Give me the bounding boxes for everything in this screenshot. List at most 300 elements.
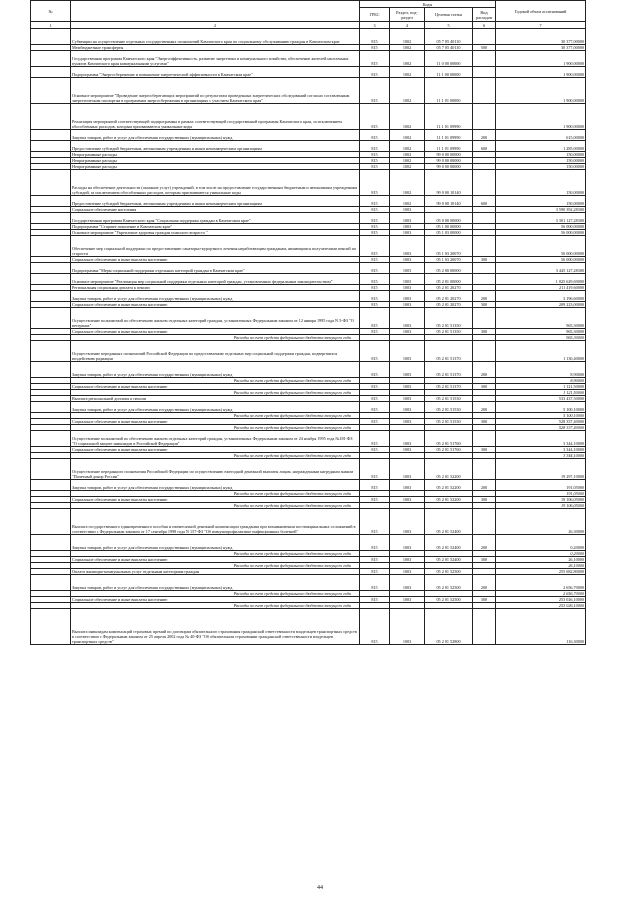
razdel-code: 1003 bbox=[390, 263, 425, 274]
budget-table bbox=[30, 0, 586, 645]
statya-code: 05 2 01 20270 bbox=[425, 285, 473, 291]
row-amount: 150,00000 bbox=[496, 196, 586, 207]
razdel-code: 1002 bbox=[390, 67, 425, 78]
table-row bbox=[31, 509, 586, 535]
num-cell bbox=[31, 170, 71, 196]
table-row bbox=[31, 609, 586, 645]
razdel-code: 1003 bbox=[390, 302, 425, 308]
num-cell bbox=[31, 291, 71, 302]
row-name: Осуществление переданных полномочий Российской Федерации по предоставлению отдельных мер социальной поддержки граждан, подвергшихся воздействию радиации bbox=[71, 341, 360, 362]
grbs-code: 815 bbox=[360, 308, 390, 329]
num-cell bbox=[31, 213, 71, 224]
statya-code: 05 2 01 51530 bbox=[425, 402, 473, 413]
statya-code: 11 1 01 09990 bbox=[425, 130, 473, 141]
grbs-code: 815 bbox=[360, 67, 390, 78]
row-amount: 30 377,00000 bbox=[496, 29, 586, 45]
grbs-code: 815 bbox=[360, 263, 390, 274]
statya-code: 05 2 01 20270 bbox=[425, 291, 473, 302]
table-row bbox=[31, 236, 586, 257]
table-row bbox=[31, 535, 586, 551]
grbs-code: 815 bbox=[360, 459, 390, 480]
row-name: Непрограммные расходы bbox=[71, 152, 360, 158]
row-amount: 533 437,50000 bbox=[496, 396, 586, 402]
row-name: Закупка товаров, работ и услуг для обеспечения государственных (муниципальных) нужд bbox=[71, 480, 360, 491]
table-row bbox=[31, 170, 586, 196]
grbs-code: 815 bbox=[360, 130, 390, 141]
codes-group-header: Коды bbox=[360, 1, 496, 8]
vid-code bbox=[473, 263, 496, 274]
grbs-code: 815 bbox=[360, 236, 390, 257]
grbs-header: ГРБС bbox=[360, 8, 390, 22]
statya-code: 99 0 00 10140 bbox=[425, 196, 473, 207]
note-amount: 965,30000 bbox=[496, 335, 586, 341]
column-numbers-row bbox=[31, 22, 586, 29]
grbs-code: 815 bbox=[360, 196, 390, 207]
razdel-code: 1003 bbox=[390, 362, 425, 378]
razdel-code: 1002 bbox=[390, 130, 425, 141]
vid-code bbox=[473, 236, 496, 257]
razdel-code: 1003 bbox=[390, 257, 425, 263]
row-amount: 211 419,60000 bbox=[496, 285, 586, 291]
razdel-code: 1003 bbox=[390, 291, 425, 302]
row-amount: 56 000,00000 bbox=[496, 257, 586, 263]
vid-code bbox=[473, 274, 496, 285]
table-row bbox=[31, 402, 586, 413]
vid-code: 200 bbox=[473, 402, 496, 413]
vid-code: 200 bbox=[473, 480, 496, 491]
vid-code bbox=[473, 459, 496, 480]
column-number: 4 bbox=[390, 22, 425, 29]
statya-code: 05 2 00 00000 bbox=[425, 263, 473, 274]
num-cell bbox=[31, 509, 71, 535]
vid-code: 300 bbox=[473, 329, 496, 335]
row-name: Закупка товаров, работ и услуг для обеспечения государственных (муниципальных) нужд bbox=[71, 291, 360, 302]
row-amount: 965,30000 bbox=[496, 308, 586, 329]
vid-code: 300 bbox=[473, 302, 496, 308]
row-name: Закупка товаров, работ и услуг для обеспечения государственных (муниципальных) нужд bbox=[71, 402, 360, 413]
table-row bbox=[31, 141, 586, 152]
num-cell bbox=[31, 104, 71, 130]
row-amount: 1 900,00000 bbox=[496, 78, 586, 104]
table-row bbox=[31, 362, 586, 378]
razdel-code: 1003 bbox=[390, 341, 425, 362]
column-number: 5 bbox=[425, 22, 473, 29]
num-cell bbox=[31, 29, 71, 45]
razdel-code: 1003 bbox=[390, 459, 425, 480]
row-amount: 1 900,00000 bbox=[496, 104, 586, 130]
row-name: Государственная программа Камчатского края "Социальная поддержка граждан в Камчатском крае" bbox=[71, 213, 360, 224]
vid-code bbox=[473, 170, 496, 196]
table-row bbox=[31, 341, 586, 362]
num-cell bbox=[31, 609, 71, 645]
row-name: Субвенции на осуществление отдельных государственных полномочий Камчатского края по социальному обслуживанию граждан в Камчатском крае bbox=[71, 29, 360, 45]
row-name: Оплата жилищно-коммунальных услуг отдельным категориям граждан bbox=[71, 569, 360, 575]
table-row bbox=[31, 29, 586, 45]
grbs-code: 815 bbox=[360, 164, 390, 170]
statya-code: 05 2 01 52400 bbox=[425, 557, 473, 563]
table-row bbox=[31, 130, 586, 141]
row-amount: 5 100,10000 bbox=[496, 402, 586, 413]
vid-code: 200 bbox=[473, 130, 496, 141]
razdel-code: 1003 bbox=[390, 213, 425, 224]
vid-code bbox=[473, 308, 496, 329]
razdel-code: 1003 bbox=[390, 509, 425, 535]
num-cell bbox=[31, 130, 71, 141]
row-amount: 19 297,10000 bbox=[496, 459, 586, 480]
razdel-code: 1003 bbox=[390, 230, 425, 236]
vid-code: 300 bbox=[473, 419, 496, 425]
row-amount: 965,30000 bbox=[496, 329, 586, 335]
note-amount: 528 337,40000 bbox=[496, 425, 586, 431]
vid-code: 300 bbox=[473, 384, 496, 390]
row-amount: 56 000,00000 bbox=[496, 236, 586, 257]
grbs-code: 815 bbox=[360, 141, 390, 152]
razdel-code: 1003 bbox=[390, 402, 425, 413]
grbs-code: 815 bbox=[360, 158, 390, 164]
row-name: Непрограммные расходы bbox=[71, 164, 360, 170]
razdel-code: 1003 bbox=[390, 447, 425, 453]
row-amount: 150,00000 bbox=[496, 158, 586, 164]
razdel-code: 1003 bbox=[390, 609, 425, 645]
vid-code bbox=[473, 104, 496, 130]
grbs-code: 815 bbox=[360, 152, 390, 158]
row-amount: 56 000,00000 bbox=[496, 224, 586, 230]
row-amount: 0,20000 bbox=[496, 535, 586, 551]
num-cell bbox=[31, 236, 71, 257]
row-name: Выплата государственного единовременного пособия и ежемесячной денежной компенсации гражданам при возникновении поствакцинальных осложнений в соответствии с Федеральным законом от 17 сентября 1998 года N 157-ФЗ "Об иммунопрофилактике инфекционных болезней" bbox=[71, 509, 360, 535]
vid-code: 600 bbox=[473, 196, 496, 207]
grbs-code: 815 bbox=[360, 557, 390, 563]
grbs-code: 815 bbox=[360, 569, 390, 575]
row-name: Выплата региональной доплаты к пенсии bbox=[71, 396, 360, 402]
razdel-code: 1003 bbox=[390, 308, 425, 329]
statya-header: Целевая статья bbox=[425, 8, 473, 22]
razdel-code: 1003 bbox=[390, 569, 425, 575]
vid-code: 300 bbox=[473, 557, 496, 563]
statya-code: 11 1 01 09990 bbox=[425, 104, 473, 130]
num-cell bbox=[31, 51, 71, 67]
note-label: Расходы за счет средств федерального бюджета текущего года bbox=[71, 591, 360, 597]
note-label: Расходы за счет средств федерального бюджета текущего года bbox=[71, 453, 360, 459]
note-amount: 3 344,10000 bbox=[496, 453, 586, 459]
grbs-code: 815 bbox=[360, 29, 390, 45]
row-amount: 3 445 127,28300 bbox=[496, 263, 586, 274]
note-label: Расходы за счет средств федерального бюджета текущего года bbox=[71, 603, 360, 609]
note-label: Расходы за счет средств федерального бюджета текущего года bbox=[71, 491, 360, 497]
statya-code: 99 0 00 00000 bbox=[425, 158, 473, 164]
row-name: Закупка товаров, работ и услуг для обеспечения государственных (муниципальных) нужд bbox=[71, 575, 360, 591]
column-number: 1 bbox=[31, 22, 71, 29]
razdel-header: Раздел, под-раздел bbox=[390, 8, 425, 22]
row-amount: 116,30000 bbox=[496, 609, 586, 645]
row-name: Подпрограмма "Энергосбережение и повышение энергетической эффективности в Камчатском крае" bbox=[71, 67, 360, 78]
row-name: Обеспечение мер социальной поддержки по предоставлению санаторно-курортного лечения неработающим гражданам, являющимся получателями пенсий по старости bbox=[71, 236, 360, 257]
column-number: 2 bbox=[71, 22, 360, 29]
table-row bbox=[31, 213, 586, 224]
grbs-code: 815 bbox=[360, 329, 390, 335]
statya-code: 11 1 01 00000 bbox=[425, 78, 473, 104]
note-label: Расходы за счет средств федерального бюджета текущего года bbox=[71, 390, 360, 396]
note-label: Расходы за счет средств федерального бюджета текущего года bbox=[71, 413, 360, 419]
statya-code: 05 2 01 51370 bbox=[425, 384, 473, 390]
row-name: Основное мероприятие "Укрепление здоровья граждан пожилого возраста " bbox=[71, 230, 360, 236]
razdel-code: 1003 bbox=[390, 207, 425, 213]
razdel-code: 1003 bbox=[390, 396, 425, 402]
row-amount: 19 106,05000 bbox=[496, 497, 586, 503]
razdel-code: 1002 bbox=[390, 29, 425, 45]
table-row bbox=[31, 104, 586, 130]
vid-code: 200 bbox=[473, 362, 496, 378]
grbs-code: 815 bbox=[360, 384, 390, 390]
razdel-code: 1003 bbox=[390, 557, 425, 563]
row-name: Социальное обеспечение и иные выплаты населению bbox=[71, 302, 360, 308]
row-amount: 1 900,00000 bbox=[496, 67, 586, 78]
vid-code bbox=[473, 509, 496, 535]
statya-code: 05 2 01 20270 bbox=[425, 302, 473, 308]
grbs-code: 815 bbox=[360, 341, 390, 362]
amount-header: Годовой объем ассигнований bbox=[496, 1, 586, 22]
num-cell bbox=[31, 459, 71, 480]
note-label: Расходы за счет средств федерального бюджета текущего года bbox=[71, 378, 360, 384]
grbs-code: 815 bbox=[360, 274, 390, 285]
vid-code: 200 bbox=[473, 535, 496, 551]
statya-code: 05 2 01 51760 bbox=[425, 431, 473, 447]
row-name: Закупка товаров, работ и услуг для обеспечения государственных (муниципальных) нужд bbox=[71, 130, 360, 141]
statya-code: 05 2 01 52500 bbox=[425, 597, 473, 603]
razdel-code: 1003 bbox=[390, 419, 425, 425]
column-number: 7 bbox=[496, 22, 586, 29]
grbs-code: 815 bbox=[360, 509, 390, 535]
grbs-code: 815 bbox=[360, 402, 390, 413]
grbs-code: 815 bbox=[360, 497, 390, 503]
razdel-code: 1002 bbox=[390, 104, 425, 130]
num-cell bbox=[31, 431, 71, 447]
vid-code bbox=[473, 341, 496, 362]
grbs-code: 815 bbox=[360, 302, 390, 308]
row-amount: 26,10000 bbox=[496, 557, 586, 563]
row-amount: 3 344,10000 bbox=[496, 447, 586, 453]
row-amount: 26,30000 bbox=[496, 509, 586, 535]
statya-code: 05 2 01 00000 bbox=[425, 274, 473, 285]
table-header bbox=[31, 1, 586, 29]
grbs-code: 815 bbox=[360, 575, 390, 591]
row-amount: 209 223,00000 bbox=[496, 302, 586, 308]
razdel-code: 1002 bbox=[390, 45, 425, 51]
row-amount: 2 656,70000 bbox=[496, 575, 586, 591]
grbs-code: 815 bbox=[360, 597, 390, 603]
row-name: Социальное обеспечение населения bbox=[71, 207, 360, 213]
row-amount: 3 344,10000 bbox=[496, 431, 586, 447]
vid-code bbox=[473, 609, 496, 645]
razdel-code: 1003 bbox=[390, 329, 425, 335]
statya-code: 05 2 01 52200 bbox=[425, 480, 473, 491]
num-cell bbox=[31, 196, 71, 207]
note-amount: 8,90000 bbox=[496, 378, 586, 384]
row-amount: 1 900,00000 bbox=[496, 51, 586, 67]
grbs-code: 815 bbox=[360, 45, 390, 51]
vid-code: 300 bbox=[473, 497, 496, 503]
statya-code: 05 2 01 51350 bbox=[425, 329, 473, 335]
vid-code: 200 bbox=[473, 291, 496, 302]
statya-code: 05 2 01 52200 bbox=[425, 459, 473, 480]
statya-code: 05 2 01 51370 bbox=[425, 341, 473, 362]
row-name: Подпрограмма "Старшее поколение в Камчатском крае" bbox=[71, 224, 360, 230]
statya-code: 05 2 01 52500 bbox=[425, 569, 473, 575]
razdel-code: 1002 bbox=[390, 78, 425, 104]
row-amount: 150,00000 bbox=[496, 164, 586, 170]
vid-code bbox=[473, 213, 496, 224]
table-row bbox=[31, 575, 586, 591]
row-name: Социальное обеспечение и иные выплаты населению bbox=[71, 597, 360, 603]
grbs-code: 815 bbox=[360, 51, 390, 67]
row-name: Социальное обеспечение и иные выплаты населению bbox=[71, 419, 360, 425]
razdel-code: 1003 bbox=[390, 431, 425, 447]
statya-code: 05 2 01 52800 bbox=[425, 609, 473, 645]
razdel-code: 1003 bbox=[390, 384, 425, 390]
statya-code: 05 7 05 40110 bbox=[425, 45, 473, 51]
statya-code: 05 2 01 51760 bbox=[425, 447, 473, 453]
row-name: Осуществление полномочий по обеспечению жильем отдельных категорий граждан, установленных Федеральным законом от 24 ноября 1995 года №181-ФЗ "О социальной защите инвалидов в Российской Федерации" bbox=[71, 431, 360, 447]
razdel-code: 1003 bbox=[390, 575, 425, 591]
row-name: Предоставление субсидий бюджетным, автономным учреждениям и иным некоммерческим организациям bbox=[71, 141, 360, 152]
statya-code: 05 2 01 52200 bbox=[425, 497, 473, 503]
grbs-code: 815 bbox=[360, 609, 390, 645]
note-label: Расходы за счет средств федерального бюджета текущего года bbox=[71, 335, 360, 341]
note-amount: 19 106,05000 bbox=[496, 503, 586, 509]
statya-code: 05 1 00 00000 bbox=[425, 224, 473, 230]
num-header: № bbox=[31, 1, 71, 22]
grbs-code: 815 bbox=[360, 447, 390, 453]
row-amount: 3 301 127,28300 bbox=[496, 213, 586, 224]
razdel-code: 1003 bbox=[390, 597, 425, 603]
row-name: Региональная социальная доплата к пенсии bbox=[71, 285, 360, 291]
note-amount: 2 656,70000 bbox=[496, 591, 586, 597]
statya-code: 05 2 01 52400 bbox=[425, 509, 473, 535]
grbs-code: 815 bbox=[360, 480, 390, 491]
razdel-code: 1003 bbox=[390, 285, 425, 291]
row-amount: 30 377,00000 bbox=[496, 45, 586, 51]
table-row bbox=[31, 263, 586, 274]
statya-code: 11 1 00 00000 bbox=[425, 67, 473, 78]
statya-code: 05 2 01 51370 bbox=[425, 362, 473, 378]
num-cell bbox=[31, 141, 71, 152]
row-amount: 56 000,00000 bbox=[496, 230, 586, 236]
table-body bbox=[31, 29, 586, 645]
razdel-code: 1002 bbox=[390, 196, 425, 207]
table-row bbox=[31, 459, 586, 480]
statya-code: 99 0 00 00000 bbox=[425, 164, 473, 170]
row-amount: 1 285,00000 bbox=[496, 141, 586, 152]
razdel-code: 1003 bbox=[390, 224, 425, 230]
num-cell bbox=[31, 402, 71, 413]
statya-code: 05 2 01 51530 bbox=[425, 419, 473, 425]
statya-code: 99 0 00 10140 bbox=[425, 170, 473, 196]
row-name: Реализация мероприятий соответствующей подпрограммы в рамках соответствующей государственной программы Камчатского края, за исключением обособленных расходов, которым присваиваются уникальные коды bbox=[71, 104, 360, 130]
row-name: Социальное обеспечение и иные выплаты населению bbox=[71, 497, 360, 503]
vid-code bbox=[473, 67, 496, 78]
note-label: Расходы за счет средств федерального бюджета текущего года bbox=[71, 503, 360, 509]
num-cell bbox=[31, 480, 71, 491]
razdel-code: 1002 bbox=[390, 158, 425, 164]
razdel-code: 1002 bbox=[390, 152, 425, 158]
note-amount: 1 121,50000 bbox=[496, 390, 586, 396]
row-name: Подпрограмма "Меры социальной поддержки отдельных категорий граждан в Камчатском крае" bbox=[71, 263, 360, 274]
table-row bbox=[31, 274, 586, 285]
row-name: Основное мероприятие "Проведение энергосберегающих мероприятий по результатам проведенных энергетических обследований согласно составленным энергетическим паспортам в программам энергосбережения в организациях с участием Камчатского края" bbox=[71, 78, 360, 104]
grbs-code: 815 bbox=[360, 431, 390, 447]
row-name: Осуществление полномочий по обеспечению жильем отдельных категорий граждан, установленных Федеральным законом от 12 января 1995 года N 5-ФЗ "О ветеранах" bbox=[71, 308, 360, 329]
num-cell bbox=[31, 575, 71, 591]
statya-code: 11 0 00 00000 bbox=[425, 51, 473, 67]
razdel-code: 1003 bbox=[390, 236, 425, 257]
row-name: Межбюджетные трансферты bbox=[71, 45, 360, 51]
row-amount: 3 196,60000 bbox=[496, 291, 586, 302]
vid-code: 300 bbox=[473, 447, 496, 453]
razdel-code: 1002 bbox=[390, 141, 425, 152]
row-name: Социальное обеспечение и иные выплаты населению bbox=[71, 557, 360, 563]
grbs-code: 815 bbox=[360, 230, 390, 236]
row-amount: 3 590 392,28300 bbox=[496, 207, 586, 213]
table-row bbox=[31, 431, 586, 447]
row-amount: 528 337,40000 bbox=[496, 419, 586, 425]
table-row bbox=[31, 308, 586, 329]
table-row bbox=[31, 480, 586, 491]
table-row bbox=[31, 78, 586, 104]
num-cell bbox=[31, 78, 71, 104]
grbs-code: 815 bbox=[360, 396, 390, 402]
vid-code: 200 bbox=[473, 575, 496, 591]
row-amount: 150,00000 bbox=[496, 152, 586, 158]
row-amount: 253 026,10000 bbox=[496, 597, 586, 603]
row-name: Государственная программа Камчатского края "Энергоэффективность, развитие энергетики и коммунального хозяйства, обеспечение жителей населенных пунктов Камчатского края коммунальными услугами" bbox=[71, 51, 360, 67]
num-cell bbox=[31, 263, 71, 274]
statya-code: 05 1 03 00000 bbox=[425, 230, 473, 236]
vid-code bbox=[473, 431, 496, 447]
note-label: Расходы за счет средств федерального бюджета текущего года bbox=[71, 563, 360, 569]
vid-code: 300 bbox=[473, 597, 496, 603]
grbs-code: 815 bbox=[360, 362, 390, 378]
num-cell bbox=[31, 341, 71, 362]
document-sheet bbox=[30, 0, 585, 645]
num-cell bbox=[31, 308, 71, 329]
vid-code: 600 bbox=[473, 141, 496, 152]
row-name: Закупка товаров, работ и услуг для обеспечения государственных (муниципальных) нужд bbox=[71, 362, 360, 378]
num-cell bbox=[31, 362, 71, 378]
statya-code: 99 0 00 00000 bbox=[425, 152, 473, 158]
row-amount: 150,00000 bbox=[496, 170, 586, 196]
statya-code: 11 1 01 09990 bbox=[425, 141, 473, 152]
row-amount: 1 130,40000 bbox=[496, 341, 586, 362]
grbs-code: 815 bbox=[360, 78, 390, 104]
table-row bbox=[31, 51, 586, 67]
row-name: Выплата инвалидам компенсаций страховых премий по договорам обязательного страхования гражданской ответственности владельцев транспортных средств в соответствии с Федеральным законом от 25 апреля 2002 года № 40-ФЗ "Об обязательном страховании гражданской ответственности владельцев транспортных средств" bbox=[71, 609, 360, 645]
vid-code bbox=[473, 78, 496, 104]
grbs-code: 815 bbox=[360, 419, 390, 425]
row-name: Предоставление субсидий бюджетным, автономным учреждениям и иным некоммерческим организациям bbox=[71, 196, 360, 207]
note-amount: 0,20000 bbox=[496, 551, 586, 557]
name-header bbox=[71, 1, 360, 22]
row-name: Непрограммные расходы bbox=[71, 158, 360, 164]
row-name: Основное мероприятие "Реализация мер социальной поддержки отдельных категорий граждан, установленных федеральным законодательством" bbox=[71, 274, 360, 285]
num-cell bbox=[31, 67, 71, 78]
vid-code bbox=[473, 51, 496, 67]
row-amount: 8,90000 bbox=[496, 362, 586, 378]
statya-code: 05 2 01 52500 bbox=[425, 575, 473, 591]
razdel-code: 1002 bbox=[390, 164, 425, 170]
row-amount: 255 682,80000 bbox=[496, 569, 586, 575]
row-name: Социальное обеспечение и иные выплаты населению bbox=[71, 257, 360, 263]
grbs-code: 815 bbox=[360, 291, 390, 302]
